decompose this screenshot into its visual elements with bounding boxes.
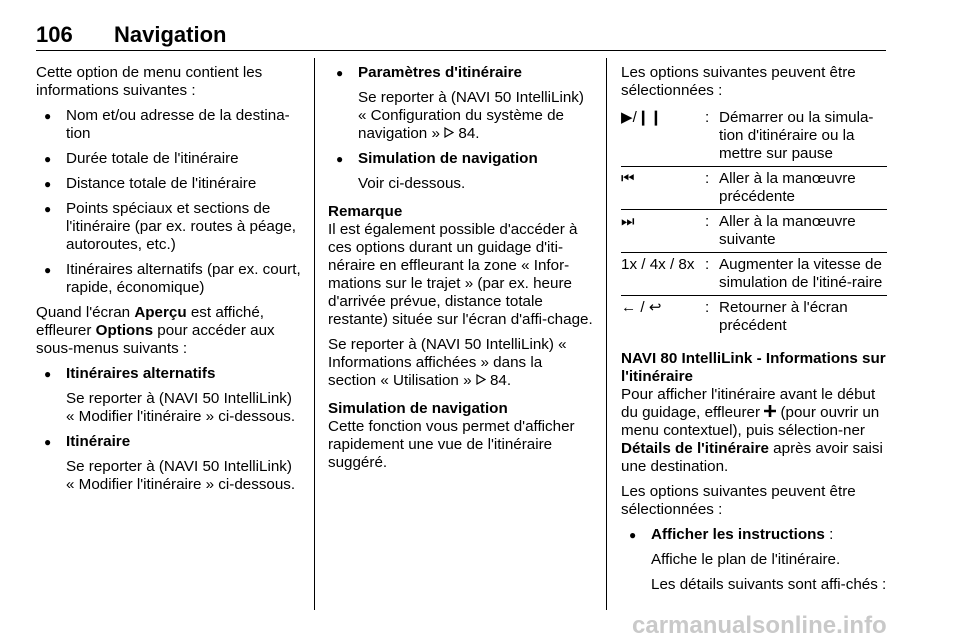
column-divider-1 <box>314 58 315 610</box>
section-title: Simulation de navigation <box>328 400 508 417</box>
page-ref-icon <box>476 372 486 389</box>
plus-icon <box>764 404 776 421</box>
text: Afficher les instructions <box>651 526 825 543</box>
watermark: carmanualsonline.info <box>632 612 887 639</box>
col1-paragraph <box>36 304 302 358</box>
submenu-text: Se reporter à (NAVI 50 IntelliLink) « Modifier l'itinéraire » ci-dessous. <box>66 458 296 493</box>
option-desc: Démarrer ou la simula-tion d'itinéraire ou la mettre sur pause <box>719 106 887 167</box>
text: est affiché, effleurer <box>36 304 265 339</box>
text: (pour ouvrir un menu contextuel), puis sélection-ner <box>621 404 880 439</box>
submenu-text: Voir ci-dessous. <box>358 175 466 192</box>
colon: : <box>705 106 719 167</box>
list-item: ● Points spéciaux et sections de l'itinéraire (par ex. routes à péage, autoroutes, etc.) <box>36 200 302 254</box>
option-key: ⏮ <box>621 167 705 210</box>
options-table <box>621 106 887 338</box>
colon: : <box>705 253 719 296</box>
submenu-text: Se reporter à (NAVI 50 IntelliLink) « Modifier l'itinéraire » ci-dessous. <box>66 390 296 425</box>
text: 84. <box>458 125 480 142</box>
colon: : <box>705 210 719 253</box>
submenu-title: ● Itinéraires alternatifs <box>36 365 302 383</box>
text: : <box>824 526 834 543</box>
text: Pour afficher l'itinéraire avant le début du guidage, effleurer <box>621 386 876 421</box>
submenu-title <box>621 526 887 544</box>
remark-text: Il est également possible d'accéder à ces options durant un guidage d'iti-néraire en effleurant la zone « Infor-mations sur le trajet » (par ex. heure d'arrivée prévue, distance totale restante) située sur l'écran d'affi-chage. <box>328 221 593 328</box>
section-text: Cette fonction vous permet d'afficher rapidement une vue de l'itinéraire suggéré. <box>328 418 575 471</box>
list-item: ● Distance totale de l'itinéraire <box>36 175 302 193</box>
section-title: NAVI 80 IntelliLink - Informations sur l'itinéraire <box>621 350 886 385</box>
submenu-title: ● Paramètres d'itinéraire <box>328 64 594 82</box>
list-item: ● Itinéraires alternatifs (par ex. court, rapide, économique) <box>36 261 302 297</box>
submenu-text: Les détails suivants sont affi-chés : <box>651 576 887 593</box>
column-1 <box>36 64 302 501</box>
text: 84. <box>489 372 512 389</box>
page-ref-icon <box>444 125 454 142</box>
col3-intro: Les options suivantes peuvent être sélectionnées : <box>621 64 856 99</box>
column-2 <box>328 64 594 479</box>
option-key: 1x / 4x / 8x <box>621 253 705 296</box>
option-desc: Aller à la manœuvre précédente <box>719 167 887 210</box>
remark-title: Remarque <box>328 203 403 220</box>
colon: : <box>705 167 719 210</box>
text: Se reporter à (NAVI 50 IntelliLink) « Informations affichées » dans la section « Utilisation » <box>328 336 567 389</box>
page-title: Navigation <box>114 22 227 47</box>
col3-intro2: Les options suivantes peuvent être sélectionnées : <box>621 483 856 518</box>
options-label: Options <box>95 322 154 339</box>
text: après avoir saisi une destination. <box>621 440 883 475</box>
header-rule <box>36 50 886 51</box>
option-desc: Aller à la manœuvre suivante <box>719 210 887 253</box>
column-3 <box>621 64 887 601</box>
option-desc: Retourner à l'écran précédent <box>719 299 848 334</box>
list-item: ● Nom et/ou adresse de la destina-tion <box>36 107 302 143</box>
text: pour accéder aux sous-menus suivants : <box>36 322 275 357</box>
list-item: ● Durée totale de l'itinéraire <box>36 150 302 168</box>
submenu-text: Affiche le plan de l'itinéraire. <box>651 551 841 568</box>
page-number: 106 <box>36 22 73 47</box>
details-label: Détails de l'itinéraire <box>621 440 769 457</box>
colon: : <box>705 299 710 316</box>
option-key: ▶/❙❙ <box>621 106 705 167</box>
col1-intro: Cette option de menu contient les informations suivantes : <box>36 64 263 99</box>
submenu-title: ● Simulation de navigation <box>328 150 594 168</box>
option-desc: Augmenter la vitesse de simulation de l'itiné-raire <box>719 253 887 296</box>
option-key: ← / ↩ <box>621 299 662 316</box>
text: Se reporter à (NAVI 50 IntelliLink) « Configuration du système de navigation » <box>358 89 584 142</box>
option-key: ⏭ <box>621 210 705 253</box>
section-text <box>621 386 887 476</box>
submenu-text <box>328 89 594 143</box>
remark-text <box>328 336 594 390</box>
submenu-title: ● Itinéraire <box>36 433 302 451</box>
aper-label: Aperçu <box>134 304 187 321</box>
text: Quand l'écran <box>36 304 135 321</box>
column-divider-2 <box>606 58 607 610</box>
